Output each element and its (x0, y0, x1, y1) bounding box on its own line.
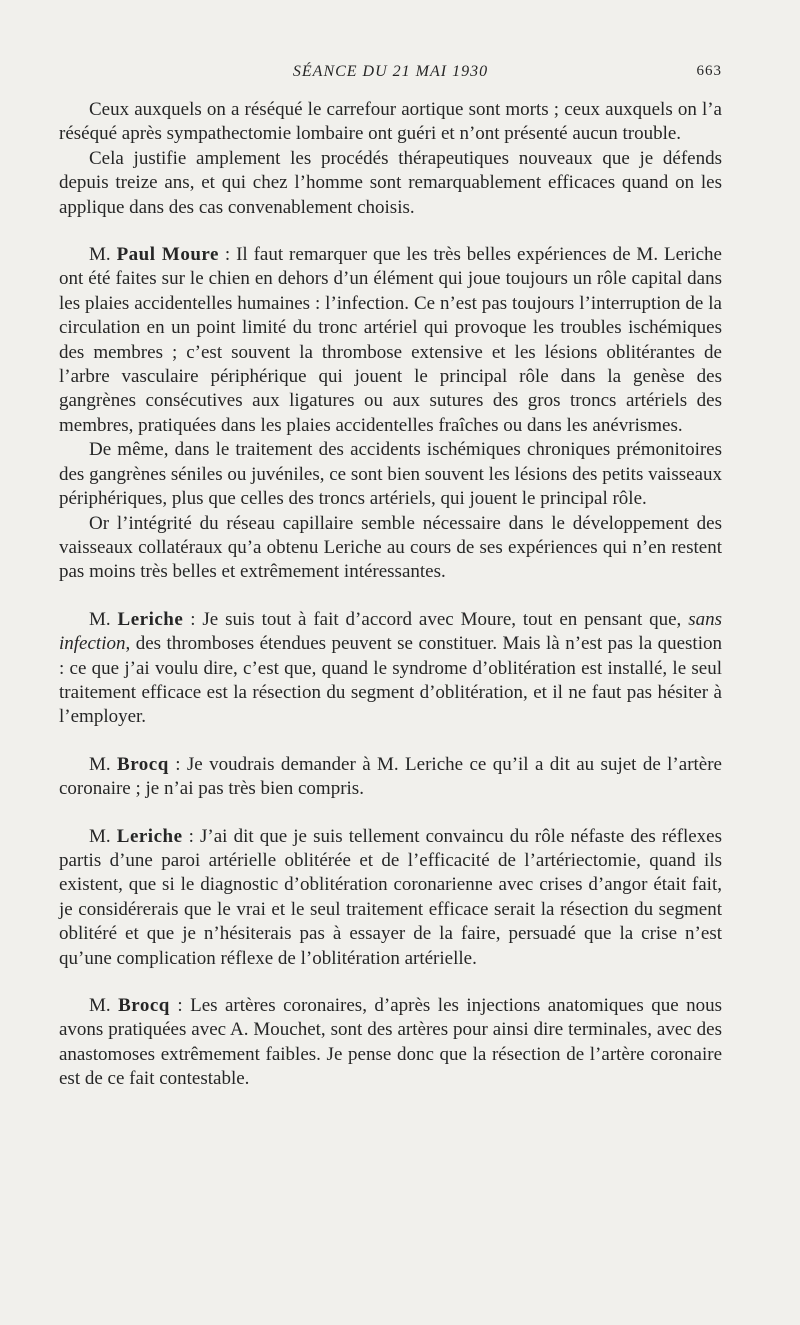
section-gap (59, 220, 722, 243)
section-gap (59, 971, 722, 994)
paragraph-intro-2: Cela justifie amplement les procédés thérapeutiques nouveaux que je défends depuis treize ans, et qui chez l’homme sont remarquablement efficaces quand on les applique dans des cas convenablement choisis. (59, 147, 722, 218)
paragraph-brocq-2 (59, 994, 722, 1092)
paragraph-intro-1: Ceux auxquels on a réséqué le carrefour aortique sont morts ; ceux auxquels on l’a réséqué après sympathectomie lombaire ont guéri et n’ont présenté aucun trouble. (59, 99, 722, 145)
speaker-name-brocq: Brocq (117, 753, 169, 775)
paragraph-leriche-1 (59, 608, 722, 730)
paragraph-moure-1 (59, 243, 722, 438)
speaker-prefix: M. (89, 608, 118, 630)
speaker-prefix: M. (89, 995, 119, 1016)
section-gap (59, 802, 722, 825)
speaker-name-leriche: Leriche (116, 825, 183, 847)
section-gap (59, 730, 722, 753)
speaker-name-brocq: Brocq (118, 995, 170, 1016)
page-body (59, 98, 722, 1092)
running-header (59, 60, 722, 90)
speaker-prefix: M. (89, 244, 117, 266)
leriche-reply-text: : J’ai dit que je suis tellement convaincu du rôle néfaste des réflexes partis d’une paroi artérielle oblitérée et de l’efficacité de l’artériectomie, quand ils existent, que si le diagnostic d’oblitération coronarienne avec crises d’angor était fait, je considérerais que le vrai et le seul traitement efficace serait la résection du segment oblitéré et que je n’hésiterais pas à essayer de la faire, persuadé que la crise n’est qu’une complication réflexe de l’oblitération artérielle. (59, 825, 722, 969)
paragraph-leriche-2 (59, 825, 722, 971)
leriche-statement-text-a: : Je suis tout à fait d’accord avec Moure, tout en pensant que, (183, 608, 689, 630)
leriche-statement-text-b: , des thromboses étendues peuvent se constituer. Mais là n’est pas la question : ce que j’ai voulu dire, c’est que, quand le syndrome d’oblitération est installé, le seul traitement efficace est la résection du segment d’oblitération, et il ne faut pas hésiter à l’employer. (59, 633, 722, 728)
page-number: 663 (696, 63, 722, 79)
brocq-question-text: : Je voudrais demander à M. Leriche ce qu’il a dit au sujet de l’artère coronaire ; je n’ai pas très bien compris. (59, 753, 722, 800)
speaker-prefix: M. (89, 753, 118, 775)
section-gap (59, 585, 722, 608)
brocq-reply-text: : Les artères coronaires, d’après les injections anatomiques que nous avons pratiquées avec A. Mouchet, sont des artères pour ainsi dire terminales, avec des anastomoses extrêmement faibles. Je pense donc que la résection de l’artère coronaire est de ce fait contestable. (59, 995, 722, 1090)
speaker-name-leriche: Leriche (117, 608, 184, 630)
moure-statement-text: : Il faut remarquer que les très belles expériences de M. Leriche ont été faites sur le chien en dehors d’un élément qui joue toujours un rôle capital dans les plaies accidentelles humaines : l’infection. Ce n’est pas toujours l’interruption de la circulation en un point limité du tronc artériel qui provoque les troubles ischémiques des membres ; c’est souvent la thrombose extensive et les lésions oblitérantes de l’arbre vasculaire périphérique qui jouent le principal rôle dans la genèse des gangrènes consécutives aux ligatures ou aux sutures des gros troncs artériels des membres, pratiquées dans les plaies accidentelles fraîches ou dans les anévrismes. (59, 244, 722, 436)
speaker-name-moure: Paul Moure (116, 244, 219, 266)
leriche-italic-phrase: sans infection (59, 608, 722, 655)
paragraph-moure-3: Or l’intégrité du réseau capillaire semble nécessaire dans le développement des vaisseaux collatéraux qu’a obtenu Leriche au cours de ses expériences qui n’en restent pas moins très belles et extrêmement intéressantes. (59, 512, 722, 583)
paragraph-moure-2: De même, dans le traitement des accidents ischémiques chroniques prémonitoires des gangrènes séniles ou juvéniles, ce sont bien souvent les lésions des petits vaisseaux périphériques, plus que celles des troncs artériels, qui jouent le principal rôle. (59, 439, 722, 510)
speaker-prefix: M. (89, 825, 117, 847)
running-title: SÉANCE DU 21 MAI 1930 (292, 63, 489, 80)
paragraph-brocq-1 (59, 753, 722, 802)
